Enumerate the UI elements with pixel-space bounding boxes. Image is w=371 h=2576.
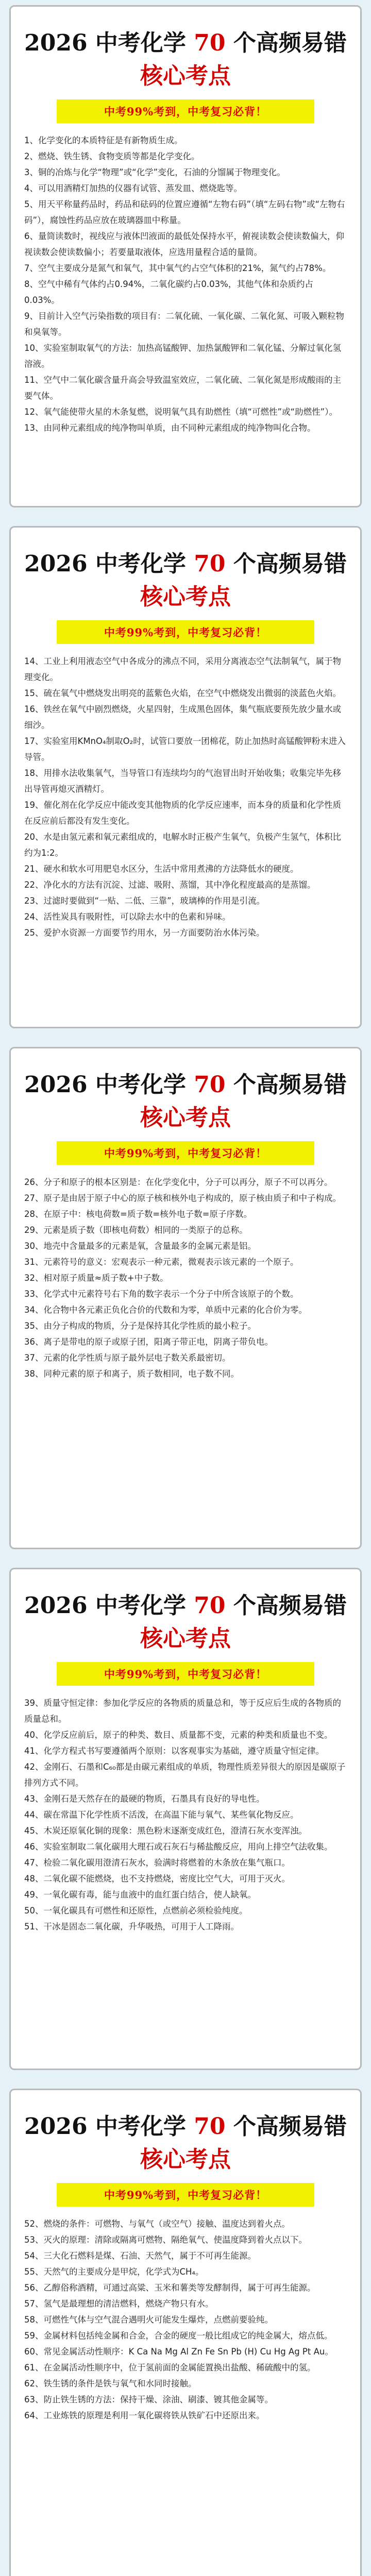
point-item: 5、用天平称量药品时，药品和砝码的位置应遵循“左物右码”（填“左码右物”或“左物右码”），腐蚀性药品应放在玻璃器皿中称量。 xyxy=(24,199,345,225)
point-item: 63、防止铁生锈的方法：保持干燥、涂油、刷漆、镀其他金属等。 xyxy=(24,2395,273,2404)
point-item: 37、元素的化学性质与原子最外层电子数关系最密切。 xyxy=(24,1353,231,1363)
point-item: 13、由同种元素组成的纯净物叫单质，由不同种元素组成的纯净物叫化合物。 xyxy=(24,423,316,433)
point-item: 30、地壳中含量最多的元素是氧，含量最多的金属元素是铝。 xyxy=(24,1241,256,1251)
title-prefix: 2026 中考化学 xyxy=(24,1072,194,1098)
point-list xyxy=(24,1695,347,1935)
title-suffix: 核心考点 xyxy=(140,584,231,610)
point-list xyxy=(24,1174,347,1382)
point-item: 12、氧气能使带火星的木条复燃，说明氧气具有助燃性（填“可燃性”或“助燃性”）。 xyxy=(24,407,338,417)
point-item: 14、工业上利用液态空气中各成分的沸点不同，采用分离液态空气法制氧气，属于物理变化。 xyxy=(24,656,341,682)
point-item: 39、质量守恒定律：参加化学反应的各物质的质量总和，等于反应后生成的各物质的质量总和。 xyxy=(24,1698,341,1724)
point-item: 34、化合物中各元素正负化合价的代数和为零，单质中元素的化合价为零。 xyxy=(24,1305,307,1315)
point-item: 26、分子和原子的根本区别是：在化学变化中，分子可以再分，原子不可以再分。 xyxy=(24,1177,333,1187)
point-item: 47、检验二氧化碳用澄清石灰水，验满时将燃着的木条放在集气瓶口。 xyxy=(24,1858,290,1868)
title-suffix: 核心考点 xyxy=(140,2146,231,2173)
title-prefix: 2026 中考化学 xyxy=(24,2113,194,2140)
title-num: 70 xyxy=(194,551,226,577)
title-mid: 个高频易错 xyxy=(225,1072,347,1098)
point-item: 25、爱护水资源一方面要节约用水，另一方面要防治水体污染。 xyxy=(24,928,265,938)
knowledge-card xyxy=(9,526,362,1028)
title-prefix: 2026 中考化学 xyxy=(24,30,194,56)
point-item: 2、燃烧、铁生锈、食物变质等都是化学变化。 xyxy=(24,151,200,161)
title-mid: 个高频易错 xyxy=(225,551,347,577)
point-item: 7、空气主要成分是氮气和氧气，其中氧气约占空气体积的21%，氮气约占78%。 xyxy=(24,263,331,273)
point-item: 33、化学式中元素符号右下角的数字表示一个分子中所含该原子的个数。 xyxy=(24,1289,299,1299)
point-item: 24、活性炭具有吸附性，可以除去水中的色素和异味。 xyxy=(24,912,231,922)
point-item: 60、常见金属活动性顺序：K Ca Na Mg Al Zn Fe Sn Pb (H) Cu Hg Ag Pt Au。 xyxy=(24,2347,333,2357)
point-item: 23、过滤时要做到“一贴、二低、三靠”，玻璃棒的作用是引流。 xyxy=(24,896,265,906)
card-title xyxy=(24,2108,347,2174)
page xyxy=(0,5,371,2576)
point-item: 54、三大化石燃料是煤、石油、天然气，属于不可再生能源。 xyxy=(24,2251,256,2261)
point-item: 48、二氧化碳不能燃烧，也不支持燃烧，密度比空气大，可用于灭火。 xyxy=(24,1874,290,1884)
point-item: 53、灭火的原理：清除或隔离可燃物、隔绝氧气、使温度降到着火点以下。 xyxy=(24,2235,307,2245)
title-suffix: 核心考点 xyxy=(140,1625,231,1652)
title-mid: 个高频易错 xyxy=(225,2113,347,2140)
knowledge-card xyxy=(9,1047,362,1549)
point-item: 36、离子是带电的原子或原子团，阳离子带正电，阴离子带负电。 xyxy=(24,1337,273,1347)
point-item: 18、用排水法收集氧气，当导管口有连续均匀的气泡冒出时开始收集；收集完毕先移出导管再熄灭酒精灯。 xyxy=(24,768,341,794)
point-item: 17、实验室用KMnO₄制取O₂时，试管口要放一团棉花，防止加热时高锰酸钾粉末进入导管。 xyxy=(24,736,346,762)
card-title xyxy=(24,1587,347,1653)
knowledge-card xyxy=(9,5,362,507)
title-suffix: 核心考点 xyxy=(140,1105,231,1131)
highlight-banner: 中考99%考到，中考复习必背！ xyxy=(57,620,314,644)
point-item: 3、铜的冶炼与化学“物理”或“化学”变化，石油的分馏属于物理变化。 xyxy=(24,167,285,177)
point-item: 40、化学反应前后，原子的种类、数目、质量都不变，元素的种类和质量也不变。 xyxy=(24,1730,333,1740)
point-item: 61、在金属活动性顺序中，位于氢前面的金属能置换出盐酸、稀硫酸中的氢。 xyxy=(24,2363,316,2372)
title-num: 70 xyxy=(194,30,226,56)
highlight-banner: 中考99%考到，中考复习必背！ xyxy=(57,1662,314,1686)
point-item: 29、元素是质子数（即核电荷数）相同的一类原子的总称。 xyxy=(24,1225,248,1235)
point-item: 8、空气中稀有气体约占0.94%，二氧化碳约占0.03%，其他气体和杂质约占0.03%。 xyxy=(24,279,313,305)
title-num: 70 xyxy=(194,1592,226,1619)
knowledge-card xyxy=(9,1568,362,2070)
point-item: 44、碳在常温下化学性质不活泼，在高温下能与氧气、某些氧化物反应。 xyxy=(24,1810,299,1820)
point-item: 58、可燃性气体与空气混合遇明火可能发生爆炸，点燃前要验纯。 xyxy=(24,2315,273,2325)
point-item: 62、铁生锈的条件是铁与氧气和水同时接触。 xyxy=(24,2379,197,2388)
point-item: 41、化学方程式书写要遵循两个原则：以客观事实为基础，遵守质量守恒定律。 xyxy=(24,1746,324,1756)
point-item: 42、金刚石、石墨和C₆₀都是由碳元素组成的单质，物理性质差异很大的原因是碳原子排列方式不同。 xyxy=(24,1762,346,1788)
point-item: 10、实验室制取氧气的方法：加热高锰酸钾、加热氯酸钾和二氧化锰、分解过氧化氢溶液。 xyxy=(24,343,341,369)
card-title xyxy=(24,1066,347,1132)
card-title xyxy=(24,545,347,611)
point-list xyxy=(24,132,347,436)
highlight-banner: 中考99%考到，中考复习必背！ xyxy=(57,1141,314,1165)
point-item: 43、金刚石是天然存在的最硬的物质，石墨具有良好的导电性。 xyxy=(24,1794,265,1804)
point-item: 31、元素符号的意义：宏观表示一种元素，微观表示该元素的一个原子。 xyxy=(24,1257,299,1267)
title-mid: 个高频易错 xyxy=(225,30,347,56)
point-item: 9、目前计入空气污染指数的项目有：二氧化硫、一氧化碳、二氧化氮、可吸入颗粒物和臭氧等。 xyxy=(24,311,344,337)
point-item: 27、原子是由居于原子中心的原子核和核外电子构成的，原子核由质子和中子构成。 xyxy=(24,1193,341,1203)
title-prefix: 2026 中考化学 xyxy=(24,1592,194,1619)
point-item: 38、同种元素的原子和离子，质子数相同，电子数不同。 xyxy=(24,1369,239,1379)
title-mid: 个高频易错 xyxy=(225,1592,347,1619)
point-item: 51、干冰是固态二氧化碳，升华吸热，可用于人工降雨。 xyxy=(24,1922,239,1931)
point-item: 59、金属材料包括纯金属和合金，合金的硬度一般比组成它的纯金属大，熔点低。 xyxy=(24,2331,333,2341)
point-item: 46、实验室制取二氧化碳用大理石或石灰石与稀盐酸反应，用向上排空气法收集。 xyxy=(24,1842,333,1852)
point-item: 6、量筒读数时，视线应与液体凹液面的最低处保持水平，俯视读数会使读数偏大，仰视读数会使读数偏小；若要量取液体，应选用量程合适的量筒。 xyxy=(24,231,344,257)
point-list xyxy=(24,653,347,941)
point-item: 57、氢气是最理想的清洁燃料，燃烧产物只有水。 xyxy=(24,2299,214,2309)
point-item: 56、乙醇俗称酒精，可通过高粱、玉米和薯类等发酵制得，属于可再生能源。 xyxy=(24,2283,316,2293)
point-list xyxy=(24,2216,347,2424)
point-item: 4、可以用酒精灯加热的仪器有试管、蒸发皿、燃烧匙等。 xyxy=(24,183,242,193)
point-item: 45、木炭还原氧化铜的现象：黑色粉末逐渐变成红色，澄清石灰水变浑浊。 xyxy=(24,1826,307,1836)
point-item: 1、化学变化的本质特征是有新物质生成。 xyxy=(24,135,183,145)
point-item: 22、净化水的方法有沉淀、过滤、吸附、蒸馏，其中净化程度最高的是蒸馏。 xyxy=(24,880,316,890)
title-num: 70 xyxy=(194,2113,226,2140)
title-prefix: 2026 中考化学 xyxy=(24,551,194,577)
point-item: 28、在原子中：核电荷数=质子数=核外电子数=原子序数。 xyxy=(24,1209,252,1219)
point-item: 20、水是由氢元素和氧元素组成的，电解水时正极产生氧气，负极产生氢气，体积比约为1:2。 xyxy=(24,832,341,858)
point-item: 16、铁丝在氧气中剧烈燃烧，火星四射，生成黑色固体，集气瓶底要预先放少量水或细沙。 xyxy=(24,704,341,730)
highlight-banner: 中考99%考到，中考复习必背！ xyxy=(57,99,314,123)
point-item: 55、天然气的主要成分是甲烷，化学式为CH₄。 xyxy=(24,2267,204,2277)
title-num: 70 xyxy=(194,1072,226,1098)
card-title xyxy=(24,24,347,90)
point-item: 19、催化剂在化学反应中能改变其他物质的化学反应速率，而本身的质量和化学性质在反应前后都没有发生变化。 xyxy=(24,800,341,826)
point-item: 50、一氧化碳具有可燃性和还原性，点燃前必须检验纯度。 xyxy=(24,1906,248,1916)
point-item: 64、工业炼铁的原理是利用一氧化碳将铁从铁矿石中还原出来。 xyxy=(24,2411,265,2420)
point-item: 32、相对原子质量≈质子数+中子数。 xyxy=(24,1273,168,1283)
point-item: 11、空气中二氧化碳含量升高会导致温室效应，二氧化硫、二氧化氮是形成酸雨的主要气体。 xyxy=(24,375,341,401)
title-suffix: 核心考点 xyxy=(140,63,231,89)
point-item: 49、一氧化碳有毒，能与血液中的血红蛋白结合，使人缺氧。 xyxy=(24,1890,256,1900)
point-item: 21、硬水和软水可用肥皂水区分，生活中常用煮沸的方法降低水的硬度。 xyxy=(24,864,299,874)
point-item: 52、燃烧的条件：可燃物、与氧气（或空气）接触、温度达到着火点。 xyxy=(24,2219,290,2229)
point-item: 35、由分子构成的物质，分子是保持其化学性质的最小粒子。 xyxy=(24,1321,256,1331)
highlight-banner: 中考99%考到，中考复习必背！ xyxy=(57,2183,314,2207)
knowledge-card xyxy=(9,2089,362,2576)
point-item: 15、硫在氧气中燃烧发出明亮的蓝紫色火焰，在空气中燃烧发出微弱的淡蓝色火焰。 xyxy=(24,688,341,698)
